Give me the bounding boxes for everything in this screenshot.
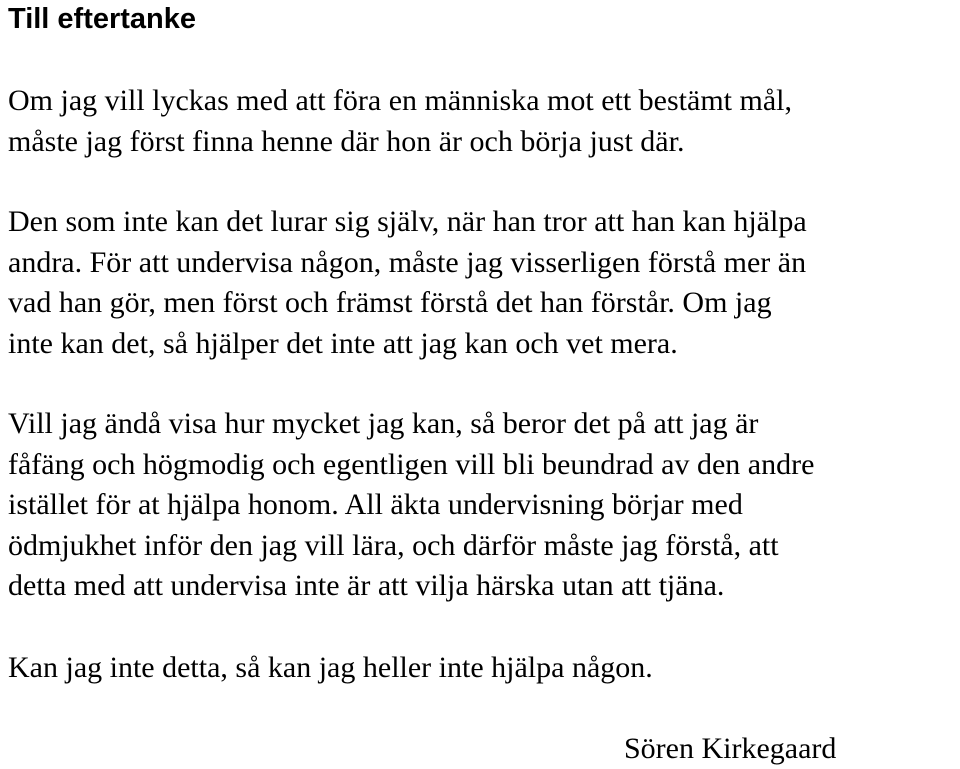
- paragraph-3: [8, 404, 814, 607]
- text-line: måste jag först finna henne där hon är och börja just där.: [8, 124, 685, 158]
- paragraph-4: [8, 648, 653, 689]
- text-line: detta med att undervisa inte är att vilja härska utan att tjäna.: [8, 569, 725, 602]
- text-line: fåfäng och högmodig och egentligen vill bli beundrad av den andre: [8, 447, 815, 481]
- text-line: istället för at hjälpa honom. All äkta undervisning börjar med: [8, 488, 743, 521]
- text-line: inte kan det, så hjälper det inte att jag kan och vet mera.: [8, 326, 678, 360]
- paragraph-1: [8, 81, 792, 162]
- text-line: Om jag vill lyckas med att föra en människa mot ett bestämt mål,: [8, 84, 792, 117]
- text-line: Den som inte kan det lurar sig själv, när han tror att han kan hjälpa: [8, 205, 807, 238]
- text-line: Kan jag inte detta, så kan jag heller inte hjälpa någon.: [8, 651, 653, 684]
- text-line: Vill jag ändå visa hur mycket jag kan, så beror det på att jag är: [8, 407, 759, 440]
- paragraph-2: [8, 202, 807, 364]
- text-line: vad han gör, men först och främst förstå det han förstår. Om jag: [8, 286, 772, 319]
- text-line: andra. För att undervisa någon, måste jag visserligen förstå mer än: [8, 245, 807, 279]
- text-line: ödmjukhet inför den jag vill lära, och därför måste jag förstå, att: [8, 528, 779, 562]
- document-title: Till eftertanke: [8, 3, 197, 35]
- signature: Sören Kirkegaard: [624, 732, 837, 765]
